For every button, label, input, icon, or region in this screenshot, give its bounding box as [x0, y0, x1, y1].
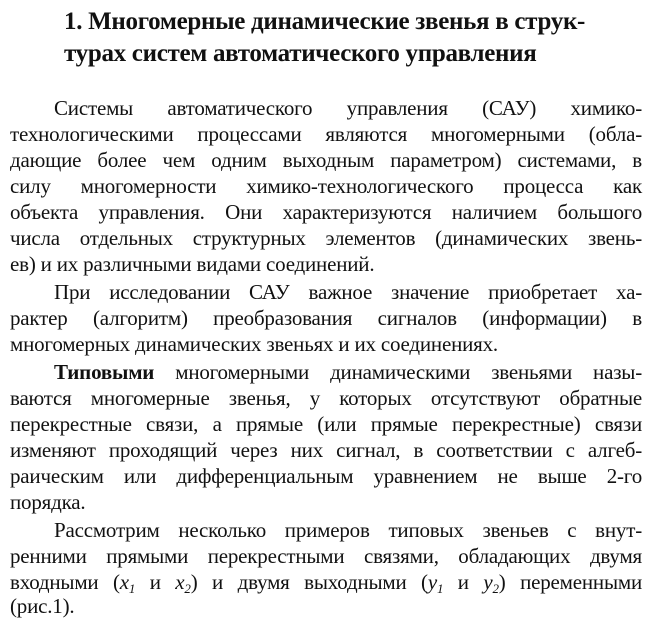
paragraph-1-line: дающие более чем одним выходным параметром) системами, в: [10, 148, 642, 172]
paragraph-3-line: перекрестные связи, а прямые (или прямые перекрестные) связи: [10, 412, 642, 436]
section-heading-line-1: 1. Многомерные динамические звенья в струк-: [64, 8, 586, 35]
paragraph-4-line: Рассмотрим несколько примеров типовых звеньев с внут-: [54, 518, 642, 542]
paragraph-2-line: многомерных динамических звеньях и их соединениях.: [10, 332, 498, 356]
text-fragment: и: [443, 570, 484, 594]
paragraph-4-line: ренними прямыми перекрестными связями, обладающих двумя: [10, 544, 642, 568]
paragraph-3-text: многомерными динамическими звеньями назы-: [154, 360, 642, 384]
paragraph-4-line: [10, 570, 642, 594]
text-fragment: входными (: [10, 570, 120, 594]
paragraph-1-line: Системы автоматического управления (САУ) химико-: [54, 96, 642, 120]
paragraph-3-line: ваются многомерные звенья, у которых отсутствуют обратные: [10, 386, 642, 410]
paragraph-2-line: рактер (алгоритм) преобразования сигналов (информации) в: [10, 306, 642, 330]
paragraph-1-line: числа отдельных структурных элементов (динамических звень-: [10, 226, 642, 250]
variable-x1: $x_1$: [119, 570, 136, 596]
bold-term: Типовыми: [54, 360, 155, 384]
variable-y2: $y_2$: [483, 570, 499, 596]
paragraph-2-line: При исследовании САУ важное значение приобретает ха-: [54, 280, 642, 304]
paragraph-3-line: порядка.: [10, 490, 86, 514]
text-fragment: и: [135, 570, 176, 594]
paragraph-1-line: ев) и их различными видами соединений.: [10, 252, 375, 276]
paragraph-1-line: объекта управления. Они характеризуются наличием большого: [10, 200, 642, 224]
paragraph-3-line: изменяют проходящий через них сигнал, в соответствии с алгеб-: [10, 438, 642, 462]
section-heading-line-2: турах систем автоматического управления: [64, 40, 537, 67]
paragraph-3-line: раическим или дифференциальным уравнением не выше 2-го: [10, 464, 642, 488]
text-fragment: ) и двумя выходными (: [190, 570, 428, 594]
paragraph-3-line: [54, 360, 642, 384]
variable-y1: $y_1$: [427, 570, 444, 596]
text-fragment: ) переменными: [498, 570, 643, 594]
variable-x2: $x_2$: [175, 570, 191, 596]
paragraph-4-line: (рис.1).: [10, 594, 75, 618]
paragraph-1-line: силу многомерности химико-технологического процесса как: [10, 174, 642, 198]
paragraph-1-line: технологическими процессами являются многомерными (обла-: [10, 122, 642, 146]
